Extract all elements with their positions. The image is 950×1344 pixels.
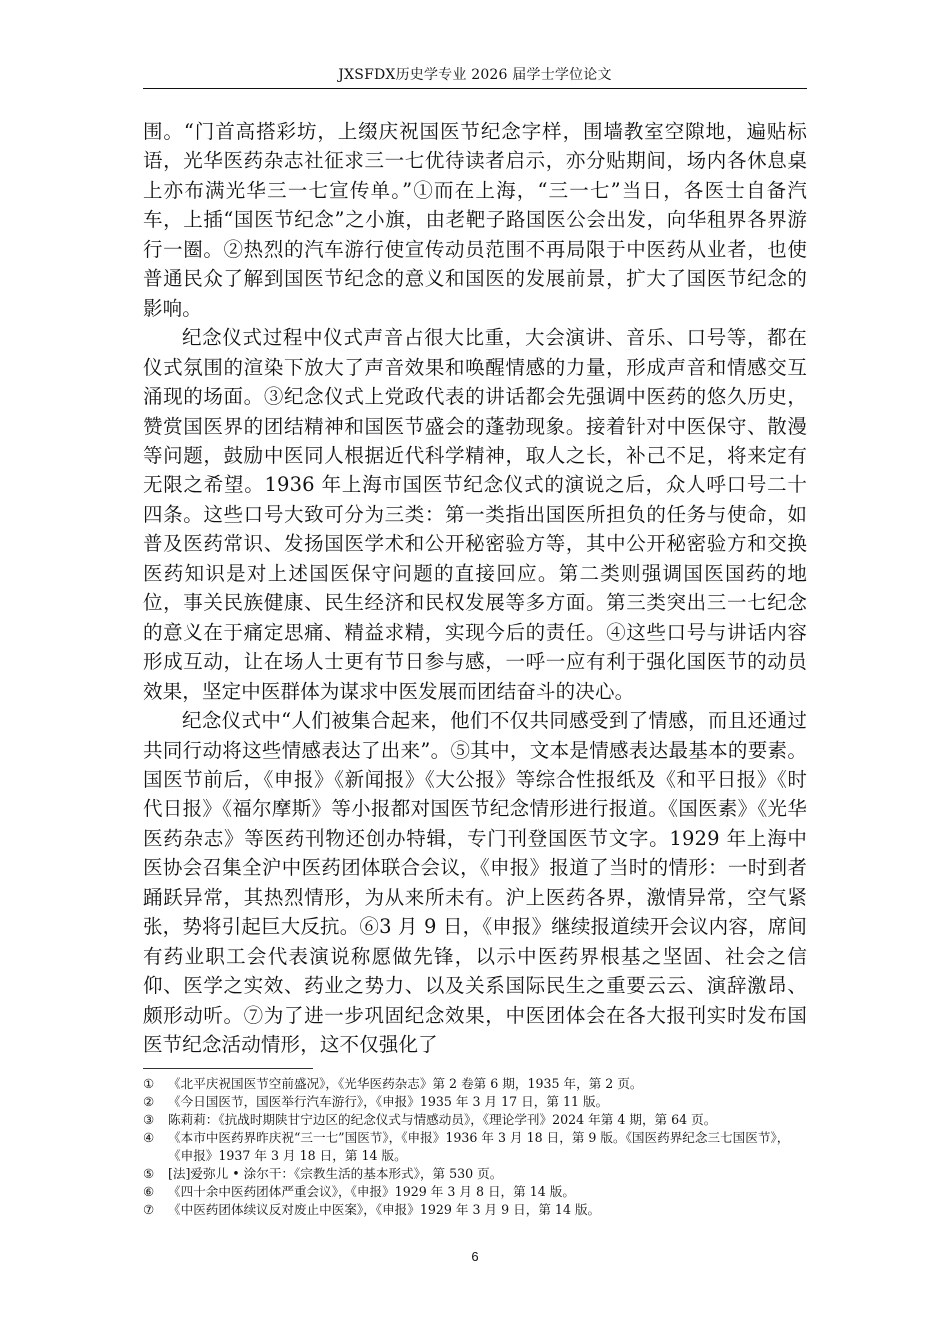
footnote-mark: ⑥ xyxy=(143,1184,155,1199)
footnote-item xyxy=(143,1111,807,1129)
paragraph-continued: 围。“门首高搭彩坊，上缀庆祝国医节纪念字样，围墙教室空隙地，遍贴标语，光华医药杂志社征求三一七优待读者启示，亦分贴期间，场内各休息桌上亦布满光华三一七宣传单。”①而在上海，“三一七”当日，各医士自备汽车，上插“国医节纪念”之小旗，由老靶子路国医公会出发，向华租界各界游行一圈。②热烈的汽车游行使宣传动员范围不再局限于中医药从业者，也使普通民众了解到国医节纪念的意义和国医的发展前景，扩大了国医节纪念的影响。 xyxy=(143,120,807,320)
footnote-text: 陈莉莉：《抗战时期陕甘宁边区的纪念仪式与情感动员》，《理论学刊》2024 年第 4 期，第 64 页。 xyxy=(168,1112,717,1127)
footnote-mark: ⑤ xyxy=(143,1166,155,1181)
footnote-mark: ⑦ xyxy=(143,1202,155,1217)
header-divider xyxy=(143,88,807,89)
footnote-text: 《本市中医药界昨庆祝“三一七”国医节》，《申报》1936 年 3 月 18 日，第 9 版。《国医药界纪念三七国医节》，《申报》1937 年 3 月 18 日，第 14 版。 xyxy=(168,1130,790,1163)
footnote-item xyxy=(143,1129,807,1165)
footnotes xyxy=(143,1075,807,1219)
footnote-text: 《中医药团体续议反对废止中医案》，《申报》1929 年 3 月 9 日，第 14 版。 xyxy=(168,1202,601,1217)
running-header: JXSFDX历史学专业 2026 届学士学位论文 xyxy=(338,67,612,83)
footnote-text: 《今日国医节，国医举行汽车游行》，《申报》1935 年 3 月 17 日，第 11 版。 xyxy=(168,1094,609,1109)
footnote-mark: ④ xyxy=(143,1130,155,1145)
paragraph-emotion-text: 纪念仪式中“人们被集合起来，他们不仅共同感受到了情感，而且还通过共同行动将这些情感表达了出来”。⑤其中，文本是情感表达最基本的要素。国医节前后，《申报》《新闻报》《大公报》等综合性报纸及《和平日报》《时代日报》《福尔摩斯》等小报都对国医节纪念情形进行报道。《国医素》《光华医药杂志》等医药刊物还创办特辑，专门刊登国医节文字。1929 年上海中医协会召集全沪中医药团体联合会议，《申报》报道了当时的情形：一时到者踊跃异常，其热烈情形，为从来所未有。沪上医药各界，激情异常，空气紧张，势将引起巨大反抗。⑥3 月 9 日，《申报》继续报道续开会议内容，席间有药业职工会代表演说称愿做先锋，以示中医药界根基之坚固、社会之信仰、医学之实效、药业之势力、以及关系国际民生之重要云云、演辞激昂、颇形动听。⑦为了进一步巩固纪念效果，中医团体会在各大报刊实时发布国医节纪念活动情形，这不仅强化了 xyxy=(143,709,807,1057)
paragraph-ceremony-sound: 纪念仪式过程中仪式声音占很大比重，大会演讲、音乐、口号等，都在仪式氛围的渲染下放大了声音效果和唤醒情感的力量，形成声音和情感交互涌现的场面。③纪念仪式上党政代表的讲话都会先强调中医药的悠久历史，赞赏国医界的团结精神和国医节盛会的蓬勃现象。接着针对中医保守、散漫等问题，鼓励中医同人根据近代科学精神，取人之长，补己不足，将来定有无限之希望。1936 年上海市国医节纪念仪式的演说之后，众人呼口号二十四条。这些口号大致可分为三类：第一类指出国医所担负的任务与使命，如普及医药常识、发扬国医学术和公开秘密验方等，其中公开秘密验方和交换医药知识是对上述国医保守问题的直接回应。第二类则强调国医国药的地位，事关民族健康、民生经济和民权发展等多方面。第三类突出三一七纪念的意义在于痛定思痛、精益求精，实现今后的责任。④这些口号与讲话内容形成互动，让在场人士更有节日参与感，一呼一应有利于强化国医节的动员效果，坚定中医群体为谋求中医发展而团结奋斗的决心。 xyxy=(143,326,807,703)
footnote-item xyxy=(143,1093,807,1111)
footnote-text: 《北平庆祝国医节空前盛况》，《光华医药杂志》第 2 卷第 6 期，1935 年，第 2 页。 xyxy=(168,1076,643,1091)
footnote-item xyxy=(143,1201,807,1219)
footnote-mark: ① xyxy=(143,1076,155,1091)
footnote-text: 《四十余中医药团体严重会议》，《申报》1929 年 3 月 8 日，第 14 版。 xyxy=(168,1184,575,1199)
footnote-mark: ② xyxy=(143,1094,155,1109)
footnote-mark: ③ xyxy=(143,1112,155,1127)
main-body xyxy=(143,117,807,1060)
footnote-divider xyxy=(143,1068,313,1069)
footnote-item xyxy=(143,1183,807,1201)
footnote-item xyxy=(143,1075,807,1093)
footnote-text: [法]爱弥儿 • 涂尔干：《宗教生活的基本形式》，第 530 页。 xyxy=(168,1166,503,1181)
footnote-item xyxy=(143,1165,807,1183)
page-number: 6 xyxy=(471,1249,479,1264)
